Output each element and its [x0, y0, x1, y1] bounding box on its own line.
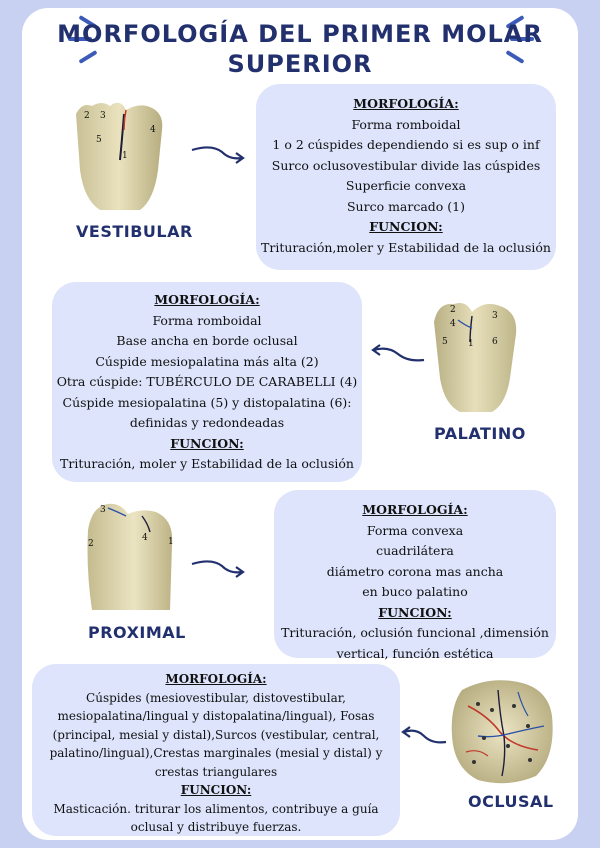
proximal-label: PROXIMAL — [88, 623, 186, 642]
arrow-right-icon — [190, 556, 248, 582]
palatino-number-4: 4 — [450, 319, 456, 329]
oclusal-morfologia-item: crestas triangulares — [154, 764, 278, 779]
palatino-number-3: 3 — [492, 311, 498, 321]
proximal-morfologia-item: cuadrilátera — [376, 543, 454, 558]
vestibular-number-3: 3 — [100, 111, 106, 121]
palatino-morfologia-item: definidas y redondeadas — [129, 415, 285, 430]
proximal-number-1: 1 — [168, 537, 174, 547]
proximal-morfologia-heading: MORFOLOGÍA: — [362, 502, 468, 517]
palatino-number-5: 5 — [442, 337, 448, 347]
vestibular-info-box — [256, 84, 556, 270]
oclusal-funcion-item: Masticación. triturar los alimentos, contribuye a guía — [53, 801, 379, 816]
palatino-morfologia-heading: MORFOLOGÍA: — [154, 292, 260, 307]
palatino-funcion-item: Trituración, moler y Estabilidad de la oclusión — [60, 456, 354, 471]
page-title-line2: SUPERIOR — [227, 50, 373, 78]
page-title: MORFOLOGÍA DEL PRIMER MOLAR — [57, 20, 543, 48]
vestibular-morfologia-item: 1 o 2 cúspides dependiendo si es sup o inf — [272, 137, 540, 152]
oclusal-morfologia-heading: MORFOLOGÍA: — [165, 672, 267, 686]
proximal-funcion-item: vertical, función estética — [336, 645, 494, 661]
vestibular-morfologia-item: Superficie convexa — [345, 178, 467, 193]
palatino-morfologia-item: Otra cúspide: TUBÉRCULO DE CARABELLI (4) — [56, 374, 358, 389]
vestibular-funcion-heading: FUNCION: — [369, 219, 443, 234]
vestibular-morfologia-item: Surco oclusovestibular divide las cúspides — [271, 157, 541, 173]
proximal-info-box — [274, 490, 556, 661]
proximal-morfologia-item: diámetro corona mas ancha — [326, 563, 504, 579]
proximal-tooth-image — [84, 500, 180, 616]
palatino-morfologia-item: Forma romboidal — [152, 312, 262, 328]
vestibular-morfologia-heading: MORFOLOGÍA: — [353, 96, 459, 111]
vestibular-tooth-image — [70, 100, 170, 212]
palatino-morfologia-item: Cúspide mesiopalatina más alta (2) — [95, 353, 319, 369]
palatino-number-1: 1 — [468, 339, 474, 349]
vestibular-number-1: 1 — [122, 151, 128, 161]
vestibular-morfologia-item: Surco marcado (1) — [346, 198, 466, 214]
vestibular-funcion-item: Trituración,moler y Estabilidad de la oclusión — [261, 239, 551, 255]
oclusal-funcion-heading: FUNCION: — [180, 783, 252, 797]
vestibular-number-4: 4 — [150, 125, 156, 135]
proximal-morfologia-item: Forma convexa — [366, 522, 464, 538]
arrow-left-icon — [398, 722, 448, 748]
palatino-info-box — [52, 282, 362, 482]
proximal-funcion-item: Trituración, oclusión funcional ,dimensión — [281, 625, 549, 640]
palatino-number-2: 2 — [450, 305, 456, 315]
oclusal-tooth-image — [448, 676, 558, 786]
arrow-left-icon — [368, 340, 426, 366]
palatino-morfologia-item: Base ancha en borde oclusal — [116, 333, 298, 348]
proximal-number-2: 2 — [88, 539, 94, 549]
vestibular-morfologia-item: Forma romboidal — [351, 116, 461, 132]
palatino-tooth-image — [428, 298, 524, 414]
vestibular-number-2: 2 — [84, 111, 90, 121]
palatino-morfologia-item: Cúspide mesiopalatina (5) y distopalatina (6): — [62, 394, 352, 410]
oclusal-morfologia-item: palatino/lingual),Crestas marginales (mesial y distal) y — [49, 746, 383, 760]
proximal-number-3: 3 — [100, 505, 106, 515]
oclusal-funcion-item: oclusal y distribuye fuerzas. — [130, 820, 302, 834]
vestibular-label: VESTIBULAR — [76, 222, 193, 241]
vestibular-number-5: 5 — [96, 135, 102, 145]
oclusal-morfologia-item: Cúspides (mesiovestibular, distovestibular, — [86, 690, 346, 705]
palatino-funcion-heading: FUNCION: — [170, 435, 244, 451]
palatino-label: PALATINO — [434, 424, 526, 443]
palatino-number-6: 6 — [492, 337, 498, 347]
oclusal-label: OCLUSAL — [468, 792, 554, 811]
proximal-number-4: 4 — [142, 533, 148, 543]
oclusal-morfologia-item: (principal, mesial y distal),Surcos (vestibular, central, — [52, 727, 380, 742]
oclusal-info-box — [32, 664, 400, 836]
oclusal-morfologia-item: mesiopalatina/lingual y distopalatina/lingual), Fosas — [57, 709, 375, 723]
proximal-funcion-heading: FUNCION: — [378, 604, 452, 620]
proximal-morfologia-item: en buco palatino — [362, 584, 468, 599]
arrow-right-icon — [190, 142, 248, 168]
